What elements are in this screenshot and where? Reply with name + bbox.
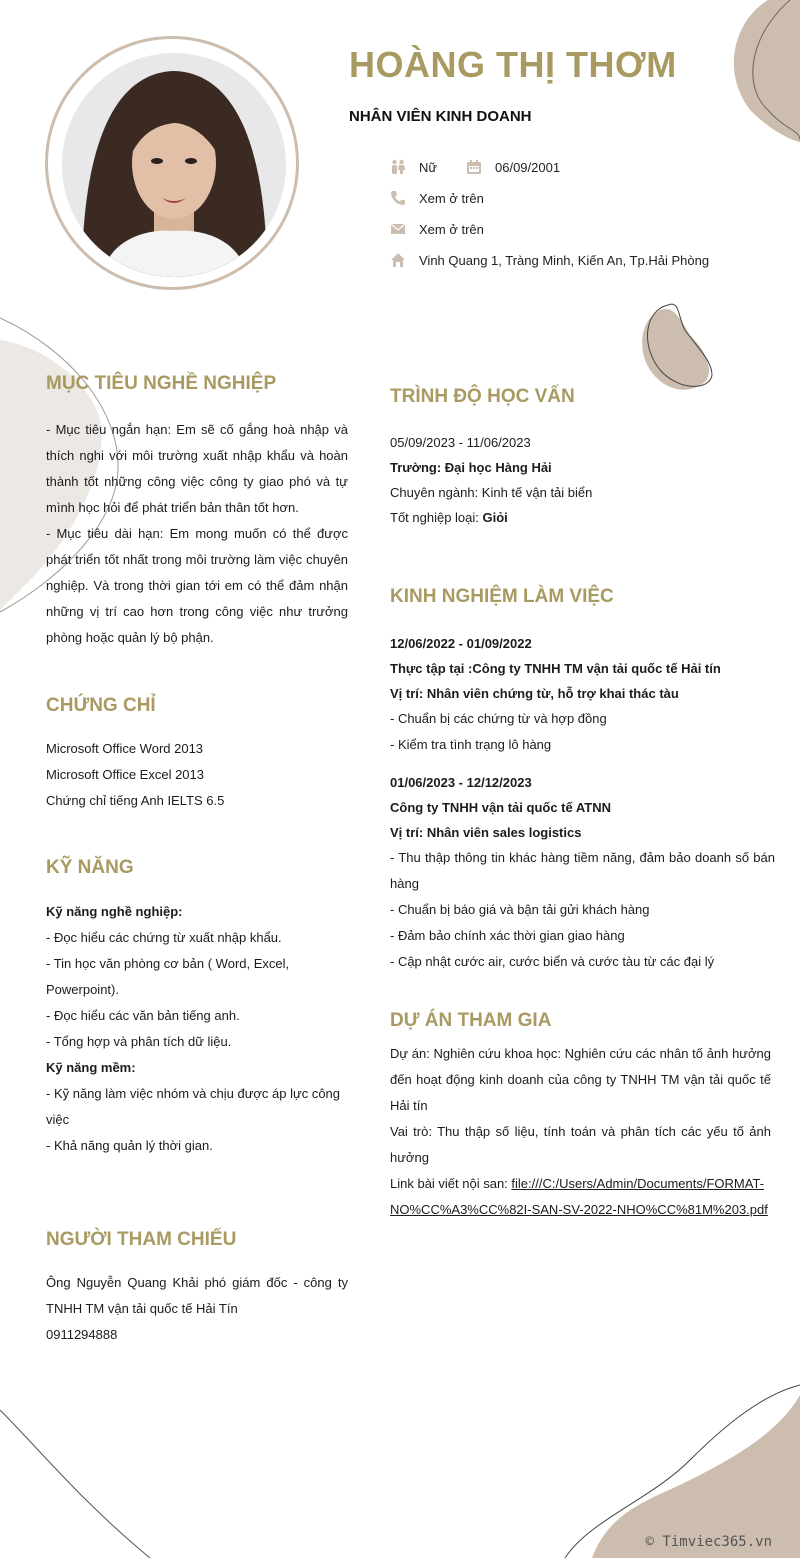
avatar (62, 53, 286, 277)
job-task: - Thu thập thông tin khác hàng tiềm năng, đảm bảo doanh số bán hàng (390, 850, 775, 891)
education-title: TRÌNH ĐỘ HỌC VẤN (390, 386, 575, 407)
references-section (46, 1270, 348, 1348)
project-link[interactable]: file:///C:/Users/Admin/Documents/FORMAT-NO%CC%A3%CC%82I-SAN-SV-2022-NHO%CC%81M%203.pdf (390, 1176, 768, 1217)
skill-item: - Tổng hợp và phân tích dữ liệu. (46, 1034, 232, 1049)
reference-phone: 0911294888 (46, 1327, 118, 1342)
project-link-label: Link bài viết nội san: (390, 1176, 512, 1191)
soft-skills-label: Kỹ năng mềm: (46, 1060, 136, 1075)
job-task: - Kiểm tra tình trạng lô hàng (390, 737, 552, 752)
bottom-left-line (0, 1410, 150, 1558)
projects-section (390, 1041, 771, 1223)
education-major: Chuyên ngành: Kinh tế vận tải biển (390, 485, 593, 500)
reference-text: Ông Nguyễn Quang Khải phó giám đốc - công ty TNHH TM vận tải quốc tế Hải Tín (46, 1275, 348, 1316)
professional-skills-label: Kỹ năng nghề nghiệp: (46, 904, 183, 919)
skill-item: - Đọc hiểu các văn bản tiếng anh. (46, 1008, 240, 1023)
job-position: Vị trí: Nhân viên sales logistics (390, 825, 582, 840)
experience-job-2 (390, 770, 775, 975)
job-task: - Chuẩn bị các chứng từ và hợp đồng (390, 711, 607, 726)
education-section (390, 430, 775, 530)
objective-short-term: - Mục tiêu ngắn hạn: Em sẽ cố gắng hoà nhập và thích nghi với môi trường xuất nhập khẩu và hoàn thành tốt những công việc công ty giao phó và tự mình học hỏi để phát triển bản thân tốt hơn. (46, 422, 348, 515)
job-period: 12/06/2022 - 01/09/2022 (390, 636, 532, 651)
grade-value: Giỏi (482, 510, 508, 525)
top-right-blob (734, 0, 800, 142)
gender-row (390, 159, 560, 175)
experience-title: KINH NGHIỆM LÀM VIỆC (390, 586, 614, 607)
project-description: Dự án: Nghiên cứu khoa học: Nghiên cứu các nhân tố ảnh hưởng đến hoạt động kinh doanh của công ty TNHH TM vận tải quốc tế Hải tín (390, 1046, 771, 1113)
gender-icon (390, 159, 406, 175)
project-role: Vai trò: Thu thập số liệu, tính toán và phân tích các yếu tố ảnh hưởng (390, 1124, 771, 1165)
skill-item: - Tin học văn phòng cơ bản ( Word, Excel, Powerpoint). (46, 956, 290, 997)
skill-item: - Khả năng quản lý thời gian. (46, 1138, 213, 1153)
envelope-icon (390, 221, 406, 237)
project-link-row (390, 1171, 771, 1223)
education-period: 05/09/2023 - 11/06/2023 (390, 435, 531, 450)
calendar-icon (466, 159, 482, 175)
job-company: Thực tập tại :Công ty TNHH TM vận tải quốc tế Hải tín (390, 661, 721, 676)
phone-value: Xem ở trên (419, 190, 484, 206)
certificate-item: Microsoft Office Excel 2013 (46, 767, 204, 782)
job-task: - Chuẩn bị báo giá và bận tải gửi khách hàng (390, 902, 650, 917)
job-period: 01/06/2023 - 12/12/2023 (390, 775, 532, 790)
job-task: - Cập nhật cước air, cước biển và cước tàu từ các đại lý (390, 954, 715, 969)
job-task: - Đảm bảo chính xác thời gian giao hàng (390, 928, 625, 943)
skills-title: KỸ NĂNG (46, 857, 134, 878)
phone-icon (390, 190, 406, 206)
references-title: NGƯỜI THAM CHIẾU (46, 1229, 237, 1250)
experience-job-1 (390, 631, 775, 758)
grade-label: Tốt nghiệp loại: (390, 510, 483, 525)
certificate-item: Chứng chỉ tiếng Anh IELTS 6.5 (46, 793, 225, 808)
job-title: NHÂN VIÊN KINH DOANH (349, 108, 532, 125)
skill-item: - Đọc hiểu các chứng từ xuất nhập khẩu. (46, 930, 282, 945)
mid-blob (642, 309, 709, 390)
address-value: Vinh Quang 1, Tràng Minh, Kiến An, Tp.Hải Phòng (419, 252, 710, 268)
birthday-value: 06/09/2001 (495, 159, 561, 175)
email-row (390, 221, 484, 237)
address-row (390, 252, 709, 268)
candidate-name: HOÀNG THỊ THƠM (349, 44, 677, 85)
skills-section (46, 899, 348, 1159)
projects-title: DỰ ÁN THAM GIA (390, 1010, 552, 1031)
job-position: Vị trí: Nhân viên chứng từ, hỗ trợ khai thác tàu (390, 686, 679, 701)
home-icon (390, 252, 406, 268)
objective-section (46, 417, 348, 651)
certificate-item: Microsoft Office Word 2013 (46, 741, 204, 756)
watermark: © Timviec365.vn (645, 1534, 772, 1550)
certificates-title: CHỨNG CHỈ (46, 695, 156, 716)
email-value: Xem ở trên (419, 221, 484, 237)
phone-row (390, 190, 484, 206)
skill-item: - Kỹ năng làm việc nhóm và chịu được áp lực công việc (46, 1086, 341, 1127)
objective-title: MỤC TIÊU NGHỀ NGHIỆP (46, 373, 277, 394)
gender-value: Nữ (419, 159, 438, 175)
objective-long-term: - Mục tiêu dài hạn: Em mong muốn có thể được phát triển tốt nhất trong môi trường làm việc chuyên nghiệp. Và trong thời gian tới em có thể đảm nhận những vị trí cao hơn trong công việc như trưởng phòng hoặc quản lý bộ phận. (46, 526, 348, 645)
education-school: Trường: Đại học Hàng Hải (390, 460, 552, 475)
job-company: Công ty TNHH vận tải quốc tế ATNN (390, 800, 611, 815)
education-grade-row (390, 505, 775, 530)
certificates-list (46, 736, 348, 814)
